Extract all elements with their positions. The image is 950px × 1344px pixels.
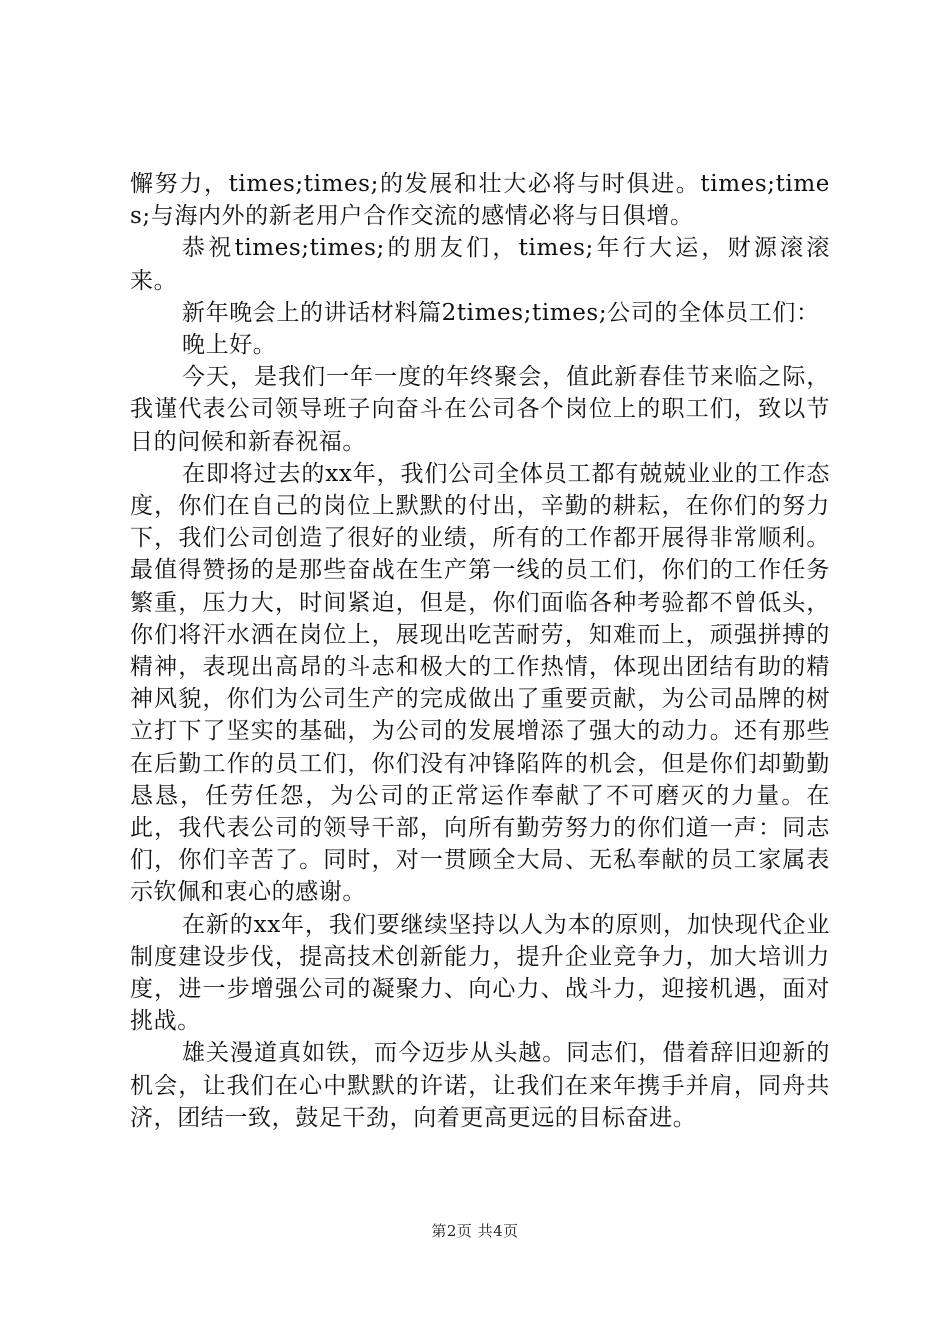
paragraph-6: 在即将过去的xx年，我们公司全体员工都有兢兢业业的工作态度，你们在自己的岗位上默默的付出，辛勤的耕耘，在你们的努力下，我们公司创造了很好的业绩，所有的工作都开展得非常顺利。最值得赞扬的是那些奋战在生产第一线的员工们，你们的工作任务繁重，压力大，时间紧迫，但是，你们面临各种考验都不曾低头，你们将汗水洒在岗位上，展现出吃苦耐劳，知难而上，顽强拼搏的精神，表现出高昂的斗志和极大的工作热情，体现出团结有助的精神风貌，你们为公司生产的完成做出了重要贡献，为公司品牌的树立打下了坚实的基础，为公司的发展增添了强大的动力。还有那些在后勤工作的员工们，你们没有冲锋陷阵的机会，但是你们却勤勤恳恳，任劳任怨，为公司的正常运作奉献了不可磨灭的力量。在此，我代表公司的领导干部，向所有勤劳努力的你们道一声：同志们，你们辛苦了。同时，对一贯顾全大局、无私奉献的员工家属表示钦佩和衷心的感谢。 xyxy=(130,460,830,906)
paragraph-1: 懈努力，times;times;的发展和壮大必将与时俱进。times;times;与海内外的新老用户合作交流的感情必将与日俱增。 xyxy=(130,171,830,230)
document-body xyxy=(130,168,830,1134)
paragraph-3: 新年晚会上的讲话材料篇2times;times;公司的全体员工们： xyxy=(182,299,820,326)
paragraph-2: 恭祝times;times;的朋友们，times;年行大运，财源滚滚来。 xyxy=(130,235,830,294)
paragraph-7: 在新的xx年，我们要继续坚持以人为本的原则，加快现代企业制度建设步伐，提高技术创新能力，提升企业竞争力，加大培训力度，进一步增强公司的凝聚力、向心力、战斗力，迎接机遇，面对挑战。 xyxy=(130,911,830,1035)
paragraph-5: 今天，是我们一年一度的年终聚会，值此新春佳节来临之际，我谨代表公司领导班子向奋斗在公司各个岗位上的职工们，致以节日的问候和新春祝福。 xyxy=(130,364,830,455)
paragraph-8: 雄关漫道真如铁，而今迈步从头越。同志们，借着辞旧迎新的机会，让我们在心中默默的许诺，让我们在来年携手并肩，同舟共济，团结一致，鼓足干劲，向着更高更远的目标奋进。 xyxy=(130,1040,830,1131)
paragraph-4: 晚上好。 xyxy=(182,332,277,359)
page-number-footer: 第2页 共4页 xyxy=(431,1222,519,1240)
